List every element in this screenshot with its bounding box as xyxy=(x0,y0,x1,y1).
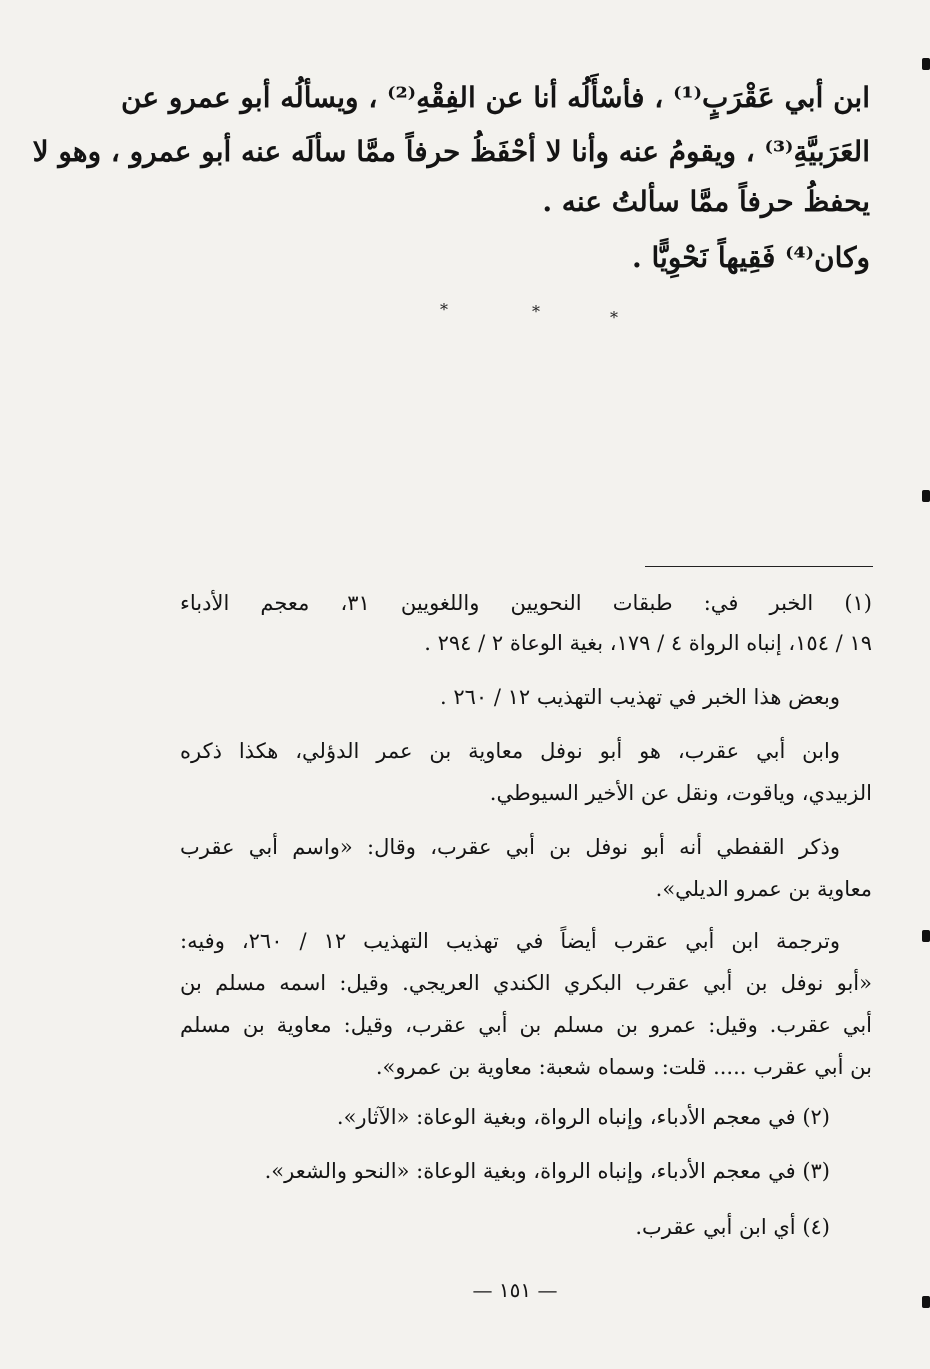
footnote-1-line-11: بن أبي عقرب ..... قلت: وسماه شعبة: معاوية بن عمرو». xyxy=(375,1055,872,1079)
footnote-1-line-1: (١) الخبر في: طبقات النحويين واللغويين ٣١، معجم الأدباء xyxy=(180,591,872,615)
main-text-line-2: العَرَبيَّةِ⁽³⁾ ، ويقومُ عنه وأنا لا أحْفَظُ حرفاً ممَّا سألَه عنه أبو عمرو ، وهو لا xyxy=(32,135,870,168)
footnote-1-line-10: أبي عقرب. وقيل: عمرو بن مسلم بن أبي عقرب، وقيل: معاوية بن مسلم xyxy=(180,1013,872,1037)
separator-star: * xyxy=(610,308,618,327)
footnote-divider xyxy=(645,566,873,567)
margin-mark xyxy=(922,930,930,942)
margin-mark xyxy=(922,1296,930,1308)
section-separator xyxy=(440,296,630,326)
footnote-1-line-5: الزبيدي، وياقوت، ونقل عن الأخير السيوطي. xyxy=(489,781,872,805)
main-text-line-4: وكان⁽⁴⁾ فَقِيهاً نَحْوِيًّا . xyxy=(632,241,870,274)
footnote-1-line-4: وابن أبي عقرب، هو أبو نوفل معاوية بن عمر الدؤلي، هكذا ذكره xyxy=(180,739,840,763)
footnote-1-line-9: «أبو نوفل بن أبي عقرب البكري الكندي العريجي. وقيل: اسمه مسلم بن xyxy=(180,971,872,995)
separator-star: * xyxy=(440,300,448,319)
main-text-line-1: ابن أبي عَقْرَبٍ⁽¹⁾ ، فأسْأَلُه أنا عن الفِقْهِ⁽²⁾ ، ويسألُه أبو عمرو عن xyxy=(121,81,870,114)
footnote-1-line-2: ١٩ / ١٥٤، إنباه الرواة ٤ / ١٧٩، بغية الوعاة ٢ / ٢٩٤ . xyxy=(424,631,872,655)
separator-star: * xyxy=(532,302,540,321)
footnote-1-line-7: معاوية بن عمرو الديلي». xyxy=(655,877,872,901)
footnote-1-line-6: وذكر القفطي أنه أبو نوفل بن أبي عقرب، وقال: «واسم أبي عقرب xyxy=(180,835,840,859)
main-text-line-3: يحفظُ حرفاً ممَّا سألتُ عنه . xyxy=(542,185,870,218)
footnote-1-line-3: وبعض هذا الخبر في تهذيب التهذيب ١٢ / ٢٦٠ . xyxy=(439,685,840,709)
margin-mark xyxy=(922,490,930,502)
margin-mark xyxy=(922,58,930,70)
footnote-2: (٢) في معجم الأدباء، وإنباه الرواة، وبغية الوعاة: «الآثار». xyxy=(336,1105,830,1129)
footnote-3: (٣) في معجم الأدباء، وإنباه الرواة، وبغية الوعاة: «النحو والشعر». xyxy=(264,1159,830,1183)
footnote-4: (٤) أي ابن أبي عقرب. xyxy=(635,1215,830,1239)
footnote-1-line-8: وترجمة ابن أبي عقرب أيضاً في تهذيب التهذيب ١٢ / ٢٦٠، وفيه: xyxy=(180,929,840,953)
page-number: — ١٥١ — xyxy=(472,1278,558,1302)
